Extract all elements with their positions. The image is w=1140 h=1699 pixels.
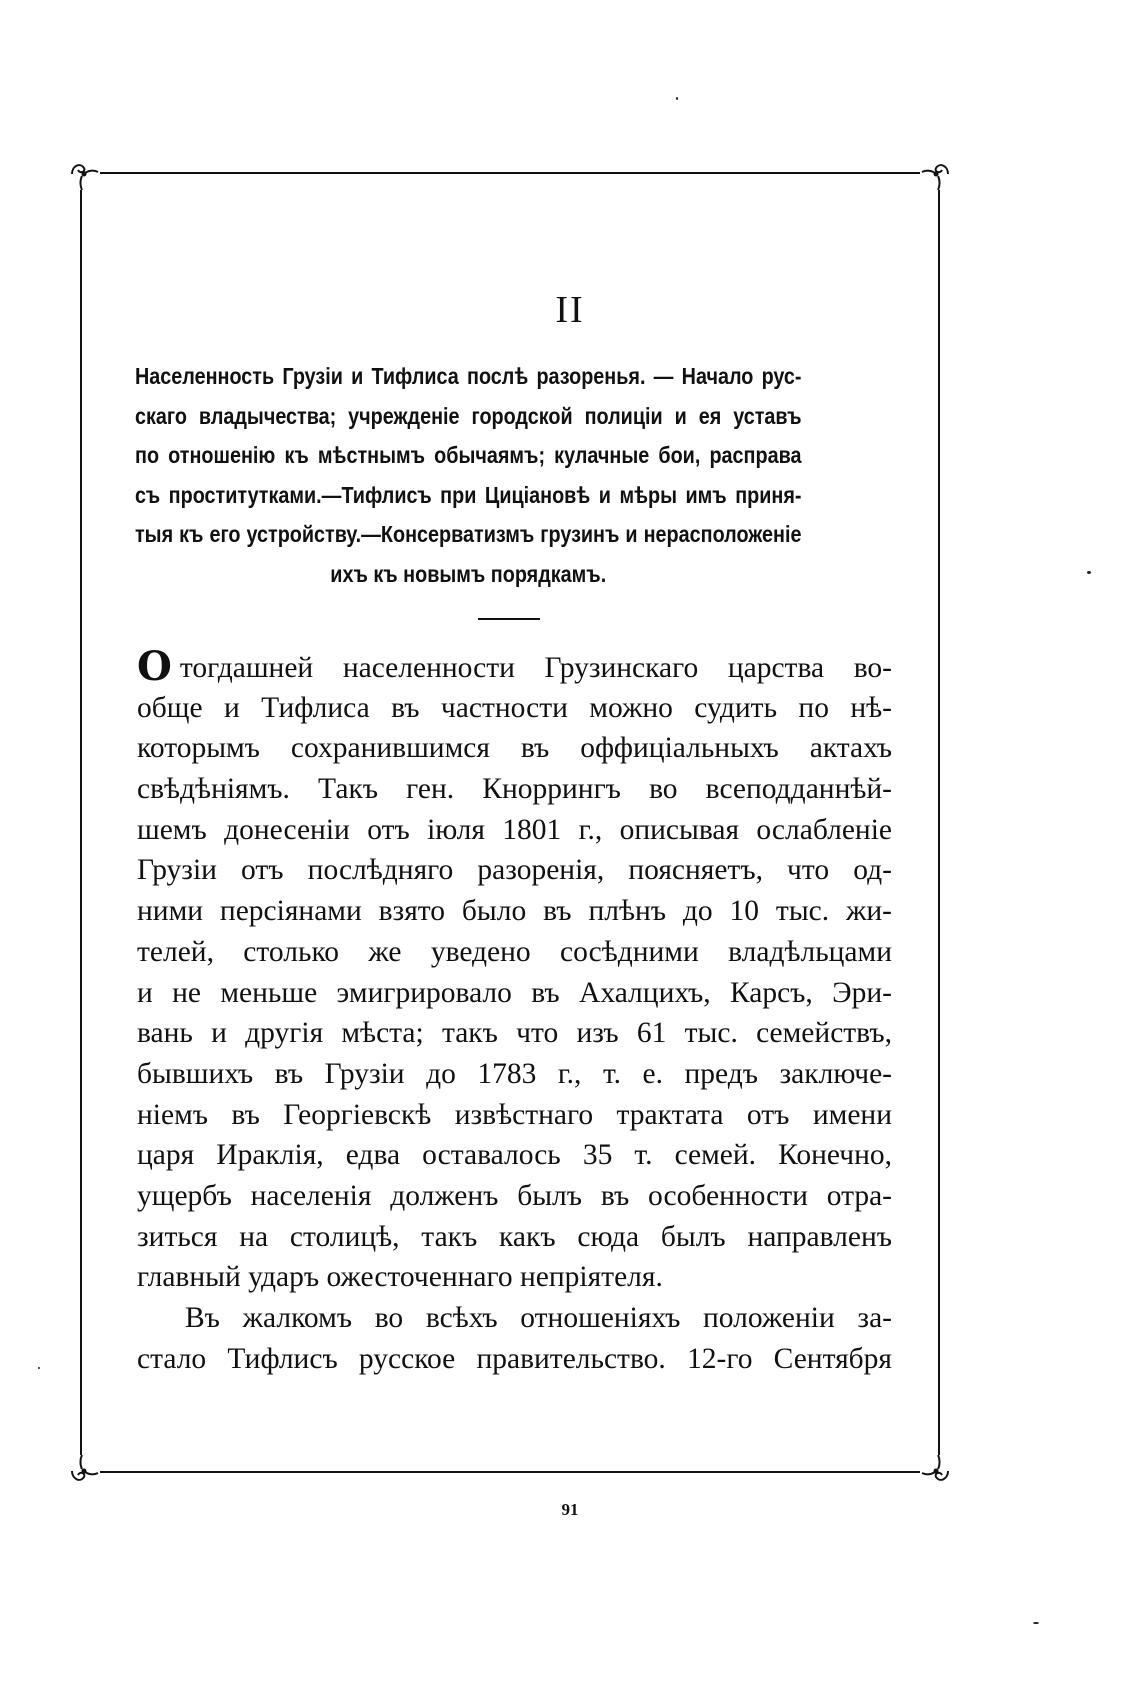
summary-line: тыя къ его устройству.—Консерватизмъ грузинъ и нерасположеніе [135, 521, 802, 547]
scan-speck [1087, 571, 1091, 574]
scan-speck [1033, 1622, 1039, 1624]
scan-speck [38, 1367, 40, 1369]
body-text [137, 643, 892, 1379]
body-line: главный ударъ ожесточеннаго непріятеля. [137, 1261, 663, 1294]
body-line: ніемъ въ Георгіевскѣ извѣстнаго трактата отъ имени [137, 1098, 892, 1131]
drop-cap: О [137, 643, 172, 690]
summary-line: скаго владычества; учрежденіе городской полиціи и ея уставъ [135, 402, 802, 429]
body-line: зиться на столицѣ, такъ какъ сюда былъ направленъ [137, 1220, 892, 1253]
body-line: шемъ донесеніи отъ іюля 1801 г., описывая ослабленіе [137, 813, 892, 846]
body-line: и не меньше эмигрировало въ Ахалцихъ, Карсъ, Эри- [137, 976, 892, 1009]
body-line: Грузіи отъ послѣдняго разоренія, поясняетъ, что од- [137, 854, 892, 887]
corner-ornament-icon [68, 158, 100, 190]
frame-bottom-rule [100, 1471, 920, 1473]
page-number: 91 [561, 1500, 579, 1519]
body-line-text: тогдашней населенности Грузинскаго царства во- [179, 652, 892, 684]
section-divider [478, 618, 540, 620]
body-line: которымъ сохранившимся въ оффиціальныхъ актахъ [137, 732, 892, 765]
scan-speck [676, 97, 678, 100]
corner-ornament-icon [920, 1455, 952, 1487]
corner-ornament-icon [920, 158, 952, 190]
frame-left-rule [80, 190, 82, 1455]
body-line: бывшихъ въ Грузіи до 1783 г., т. е. предъ заключе- [137, 1057, 892, 1090]
body-line: ущербъ населенія долженъ былъ въ особенности отра- [137, 1179, 892, 1212]
body-line: вань и другія мѣста; такъ что изъ 61 тыс. семействъ, [137, 1017, 892, 1050]
summary-line: Населенность Грузіи и Тифлиса послѣ разоренья. — Начало рус- [135, 363, 802, 389]
body-line: стало Тифлисъ русское правительство. 12-го Сентября [137, 1342, 892, 1375]
body-line: телей, столько же уведено сосѣдними владѣльцами [137, 935, 892, 968]
summary-line: съ проститутками.—Тифлисъ при Цицiановѣ и мѣры имъ приня- [135, 481, 802, 508]
body-line: обще и Тифлиса въ частности можно судить по нѣ- [137, 691, 892, 724]
corner-ornament-icon [68, 1455, 100, 1487]
frame-top-rule [100, 172, 920, 174]
body-line: царя Ираклія, едва оставалось 35 т. семей. Конечно, [137, 1139, 892, 1172]
chapter-summary [135, 357, 802, 594]
summary-line: ихъ къ новымъ порядкамъ. [330, 560, 607, 587]
chapter-number: II [555, 289, 585, 331]
body-line [137, 643, 892, 690]
frame-right-rule [938, 190, 940, 1455]
body-line: Въ жалкомъ во всѣхъ отношеніяхъ положеніи за- [185, 1302, 892, 1334]
body-line: ними персіянами взято было въ плѣнъ до 10 тыс. жи- [137, 895, 892, 928]
summary-line: по отношенію къ мѣстнымъ обычаямъ; кулачные бои, расправа [135, 442, 802, 468]
body-line: свѣдѣніямъ. Такъ ген. Кноррингъ во всеподданнѣй- [137, 773, 892, 806]
